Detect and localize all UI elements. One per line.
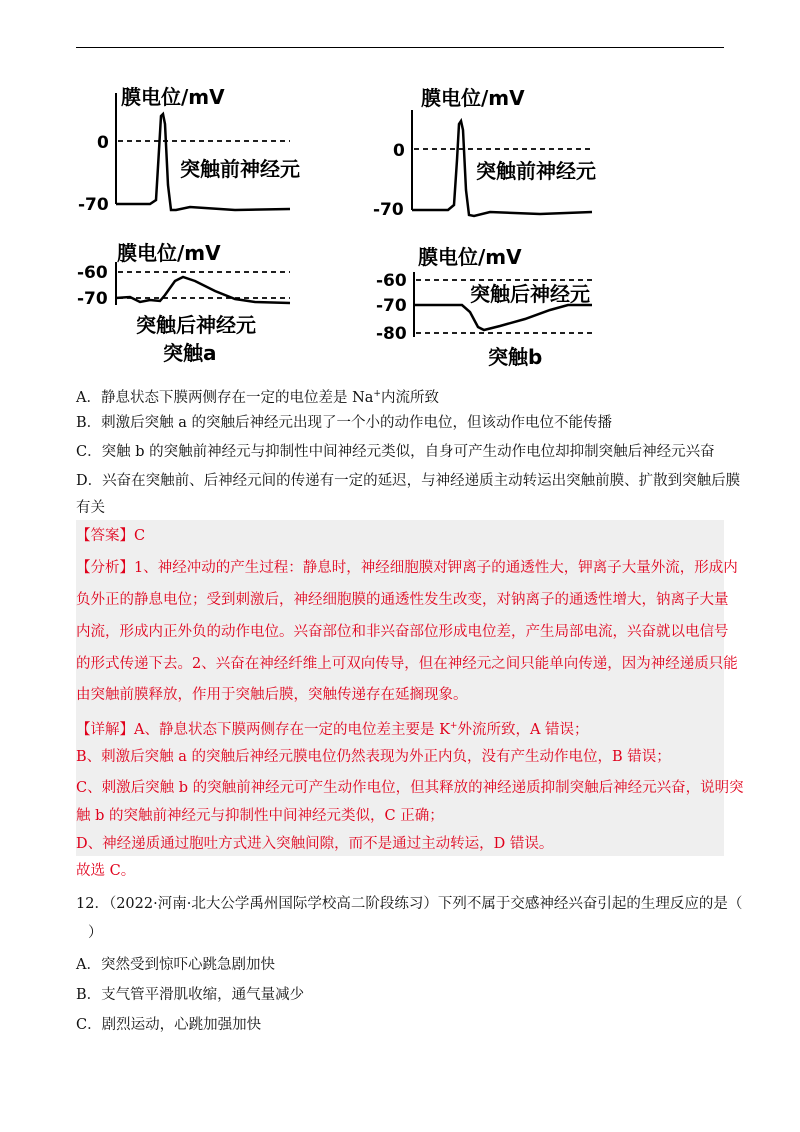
ipsp-trace bbox=[414, 305, 592, 330]
detail-c-continued: 触 b 的突触前神经元与抑制性中间神经元类似，C 正确； bbox=[76, 808, 444, 824]
question-12-stem: 12．（2022·河南·北大公学禹州国际学校高二阶段练习）下列不属于交感神经兴奋引起的生理反应的是（ bbox=[76, 896, 743, 912]
tick-minus-80: -80 bbox=[376, 324, 407, 344]
y-axis-label: 膜电位/mV bbox=[418, 245, 522, 269]
membrane-potential-figure bbox=[0, 0, 800, 380]
graph-pre-b bbox=[373, 86, 596, 220]
caption-synapse-b: 突触b bbox=[488, 345, 543, 369]
question-12-stem-continued: ） bbox=[88, 925, 103, 941]
y-axis-label: 膜电位/mV bbox=[421, 86, 525, 110]
analysis-line: 由突触前膜释放，作用于突触后膜，突触传递存在延搁现象。 bbox=[76, 687, 468, 703]
option-a: A．静息状态下膜两侧存在一定的电位差是 Na+内流所致 bbox=[76, 389, 439, 406]
graph-post-b bbox=[376, 245, 592, 369]
question-12-option-b: B．支气管平滑肌收缩，通气量减少 bbox=[76, 987, 305, 1003]
detail-b: B、刺激后突触 a 的突触后神经元膜电位仍然表现为外正内负，没有产生动作电位，B 错误； bbox=[76, 749, 671, 765]
postsynaptic-label: 突触后神经元 bbox=[470, 282, 590, 306]
y-axis-label: 膜电位/mV bbox=[121, 85, 225, 109]
analysis-line: 负外正的静息电位；受到刺激后，神经细胞膜的通透性发生改变，对钠离子的通透性增大，钠离子大量 bbox=[76, 592, 729, 608]
question-12-option-a: A．突然受到惊吓心跳急剧加快 bbox=[76, 957, 275, 973]
detail-d: D、神经递质通过胞吐方式进入突触间隙，而不是通过主动转运，D 错误。 bbox=[76, 836, 554, 852]
tick-minus-70: -70 bbox=[77, 289, 108, 309]
tick-minus-70: -70 bbox=[376, 296, 407, 316]
detail-a: 【详解】A、静息状态下膜两侧存在一定的电位差主要是 K+外流所致，A 错误； bbox=[76, 721, 589, 738]
y-axis-label: 膜电位/mV bbox=[117, 241, 221, 265]
analysis-line: 的形式传递下去。2、兴奋在神经纤维上可双向传导，但在神经元之间只能单向传递，因为神经递质只能 bbox=[76, 656, 738, 672]
tick-minus-60: -60 bbox=[376, 271, 407, 291]
detail-c: C、刺激后突触 b 的突触前神经元可产生动作电位，但其释放的神经递质抑制突触后神经元兴奋，说明突 bbox=[76, 780, 744, 796]
tick-minus-70: -70 bbox=[78, 195, 109, 215]
graph-post-a bbox=[77, 241, 290, 365]
presynaptic-label: 突触前神经元 bbox=[180, 157, 300, 181]
answer-label: 【答案】C bbox=[76, 528, 146, 544]
caption-synapse-a: 突触a bbox=[163, 341, 217, 365]
postsynaptic-label: 突触后神经元 bbox=[136, 313, 256, 337]
epsp-trace bbox=[116, 277, 290, 303]
option-d: D．兴奋在突触前、后神经元间的传递有一定的延迟，与神经递质主动转运出突触前膜、扩散到突触后膜 bbox=[76, 473, 741, 489]
tick-0: 0 bbox=[97, 133, 109, 153]
graph-pre-a bbox=[78, 85, 300, 215]
tick-0: 0 bbox=[393, 141, 405, 161]
conclusion: 故选 C。 bbox=[76, 863, 136, 879]
option-c: C．突触 b 的突触前神经元与抑制性中间神经元类似，自身可产生动作电位却抑制突触后神经元兴奋 bbox=[76, 444, 715, 460]
tick-minus-60: -60 bbox=[77, 263, 108, 283]
option-b: B．刺激后突触 a 的突触后神经元出现了一个小的动作电位，但该动作电位不能传播 bbox=[76, 415, 613, 431]
analysis-line: 内流，形成内正外负的动作电位。兴奋部位和非兴奋部位形成电位差，产生局部电流，兴奋就以电信号 bbox=[76, 624, 729, 640]
option-d-continued: 有关 bbox=[76, 500, 105, 516]
analysis-line: 【分析】1、神经冲动的产生过程：静息时，神经细胞膜对钾离子的通透性大，钾离子大量外流，形成内 bbox=[76, 560, 738, 576]
presynaptic-label: 突触前神经元 bbox=[476, 159, 596, 183]
tick-minus-70: -70 bbox=[373, 200, 404, 220]
question-12-option-c: C．剧烈运动，心跳加强加快 bbox=[76, 1017, 262, 1033]
